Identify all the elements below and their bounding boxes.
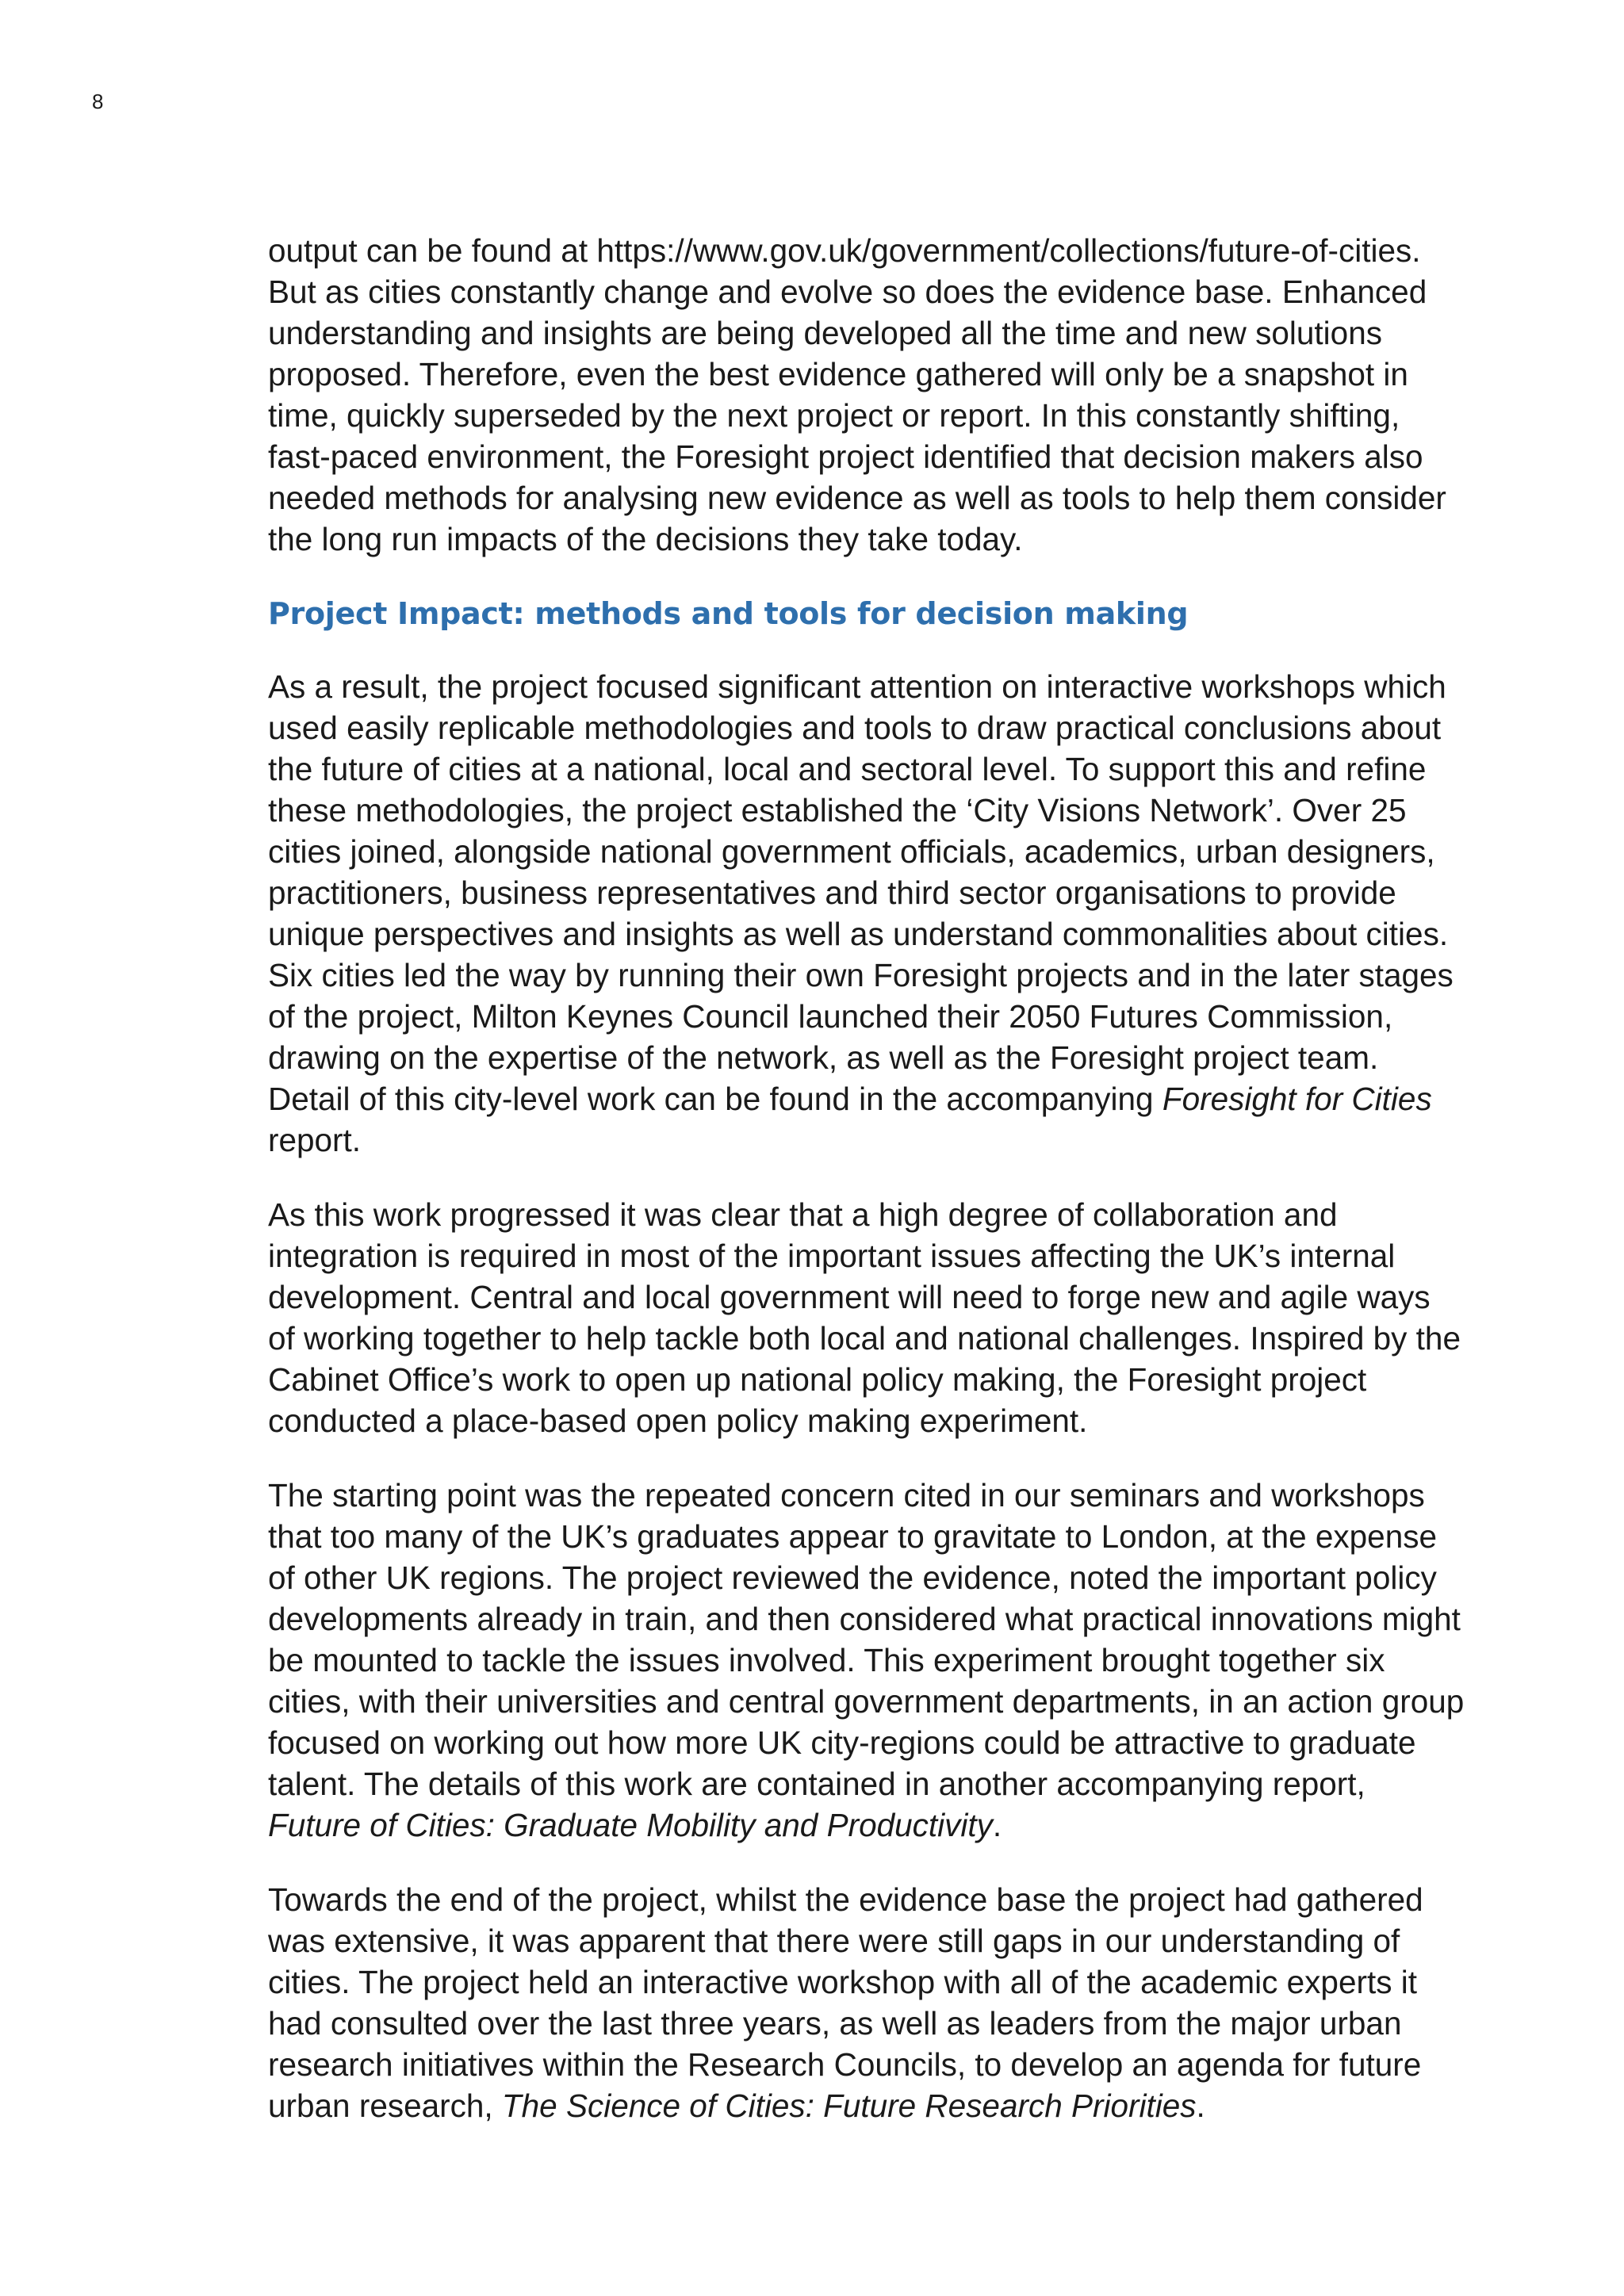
page-number: 8 (92, 90, 104, 113)
paragraph-city-visions (268, 666, 1465, 1161)
paragraph-graduates (268, 1475, 1465, 1846)
section-heading: Project Impact: methods and tools for decision making (268, 596, 1189, 631)
paragraph-text-end: . (1196, 2087, 1205, 2124)
paragraph-collaboration: As this work progressed it was clear that a high degree of collaboration and integration is required in most of the important issues affecting the UK’s internal development. Central and local government will need to forge new and agile ways of working together to help tackle both local and national challenges. Inspired by the Cabinet Office’s work to open up national policy making, the Foresight project conducted a place-based open policy making experiment. (268, 1196, 1461, 1439)
paragraph-text-end: report. (268, 1122, 362, 1158)
paragraph-research-priorities (268, 1879, 1465, 2126)
report-title-science-of-cities: The Science of Cities: Future Research Priorities (501, 2087, 1197, 2124)
report-title-foresight-for-cities: Foresight for Cities (1162, 1081, 1432, 1117)
document-body (268, 230, 1465, 2160)
paragraph-text-end: . (992, 1807, 1002, 1843)
paragraph-text: The starting point was the repeated concern cited in our seminars and workshops that too many of the UK’s graduates appear to gravitate to London, at the expense of other UK regions. The project reviewed the evidence, noted the important policy developments already in train, and then considered what practical innovations might be mounted to tackle the issues involved. This experiment brought together six cities, with their universities and central government departments, in an action group focused on working out how more UK city-regions could be attractive to graduate talent. The details of this work are contained in another accompanying report, (268, 1477, 1465, 1802)
paragraph-text: Towards the end of the project, whilst the evidence base the project had gathered was extensive, it was apparent that there were still gaps in our understanding of cities. The project held an interactive workshop with all of the academic experts it had consulted over the last three years, as well as leaders from the major urban research initiatives within the Research Councils, to develop an agenda for future urban research, (268, 1881, 1423, 2124)
paragraph-intro: output can be found at https://www.gov.uk/government/collections/future-of-cities. But as cities constantly change and evolve so does the evidence base. Enhanced understanding and insights are being developed all the time and new solutions proposed. Therefore, even the best evidence gathered will only be a snapshot in time, quickly superseded by the next project or report. In this constantly shifting, fast-paced environment, the Foresight project identified that decision makers also needed methods for analysing new evidence as well as tools to help them consider the long run impacts of the decisions they take today. (268, 232, 1446, 557)
paragraph-text: As a result, the project focused significant attention on interactive workshops which used easily replicable methodologies and tools to draw practical conclusions about the future of cities at a national, local and sectoral level. To support this and refine these methodologies, the project established the ‘City Visions Network’. Over 25 cities joined, alongside national government officials, academics, urban designers, practitioners, business representatives and third sector organisations to provide unique perspectives and insights as well as understand commonalities about cities. Six cities led the way by running their own Foresight projects and in the later stages of the project, Milton Keynes Council launched their 2050 Futures Commission, drawing on the expertise of the network, as well as the Foresight project team. Detail of this city-level work can be found in the accompanying (268, 668, 1454, 1117)
report-title-graduate-mobility: Future of Cities: Graduate Mobility and Productivity (268, 1807, 993, 1843)
